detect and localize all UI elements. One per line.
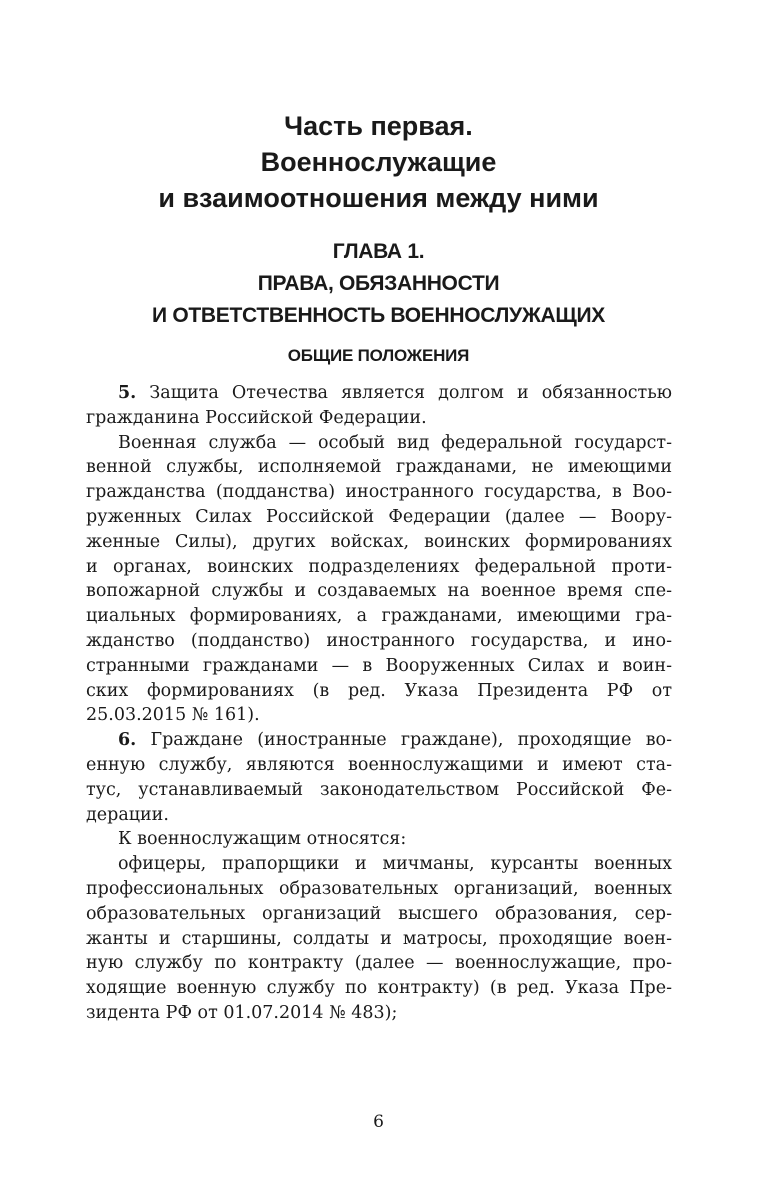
text-line: гражданства (подданства) иностранного государства, в Воо- <box>86 482 672 503</box>
paragraph-number: 5. <box>118 383 137 403</box>
text-line: гражданина Российской Федерации. <box>86 407 427 428</box>
text-line: профессиональных образовательных организаций, военных <box>86 878 672 899</box>
paragraph-5 <box>86 381 672 431</box>
chapter-title <box>60 236 697 332</box>
text-line: жданство (подданство) иностранного государства, и ино- <box>86 630 672 651</box>
part-title-line: Часть первая. <box>284 111 473 141</box>
text-line: ную службу по контракту (далее — военнослужащие, про- <box>86 953 672 974</box>
text-line: офицеры, прапорщики и мичманы, курсанты военных <box>118 854 672 875</box>
text-line: тус, устанавливаемый законодательством Российской Фе- <box>86 779 672 800</box>
paragraph-6 <box>86 728 672 827</box>
text-line <box>86 728 672 753</box>
part-title-line: и взаимоотношения между ними <box>158 183 599 213</box>
text-line: руженных Силах Российской Федерации (далее — Воору- <box>86 506 672 527</box>
text-line: 25.03.2015 № 161). <box>86 705 260 726</box>
paragraph-text: Защита Отечества является долгом и обязанностью <box>136 383 672 403</box>
chapter-title-line: ПРАВА, ОБЯЗАННОСТИ <box>257 272 500 295</box>
section-title: ОБЩИЕ ПОЛОЖЕНИЯ <box>287 346 470 365</box>
text-line: ских формированиях (в ред. Указа Президента РФ от <box>86 680 672 701</box>
paragraph-servicemen-list <box>86 852 672 1026</box>
text-line <box>86 381 672 406</box>
page-number: 6 <box>373 1112 384 1132</box>
text-line: зидента РФ от 01.07.2014 № 483); <box>86 1002 398 1023</box>
text-line: странными гражданами — в Вооруженных Силах и воин- <box>86 655 672 676</box>
paragraph-text: Граждане (иностранные граждане), проходящие во- <box>136 730 672 751</box>
paragraph-military-service <box>86 431 672 729</box>
text-line: образовательных организаций высшего образования, сер- <box>86 903 672 924</box>
text-line: жанты и старшины, солдаты и матросы, проходящие воен- <box>86 928 672 949</box>
part-title <box>60 108 697 216</box>
text-line: енную службу, являются военнослужащими и имеют ста- <box>86 754 672 775</box>
text-line: дерации. <box>86 804 169 825</box>
chapter-title-line: И ОТВЕТСТВЕННОСТЬ ВОЕННОСЛУЖАЩИХ <box>152 304 605 327</box>
text-line: Военная служба — особый вид федеральной государст- <box>118 432 672 453</box>
text-line: венной службы, исполняемой гражданами, не имеющими <box>86 457 672 478</box>
text-line: женные Силы), других войсках, воинских формированиях <box>86 531 672 552</box>
text-line: вопожарной службы и создаваемых на военное время спе- <box>86 581 672 602</box>
text-line: циальных формированиях, а гражданами, имеющими гра- <box>86 606 672 627</box>
part-title-line: Военнослужащие <box>260 147 497 177</box>
paragraph-servicemen-list-intro <box>86 827 672 852</box>
chapter-title-line: ГЛАВА 1. <box>332 240 425 263</box>
text-line: К военнослужащим относятся: <box>118 829 407 850</box>
text-line: ходящие военную службу по контракту) (в ред. Указа Пре- <box>86 978 672 999</box>
body-text <box>86 381 672 1026</box>
paragraph-number: 6. <box>118 730 137 751</box>
text-line: и органах, воинских подразделениях федеральной проти- <box>86 556 672 577</box>
